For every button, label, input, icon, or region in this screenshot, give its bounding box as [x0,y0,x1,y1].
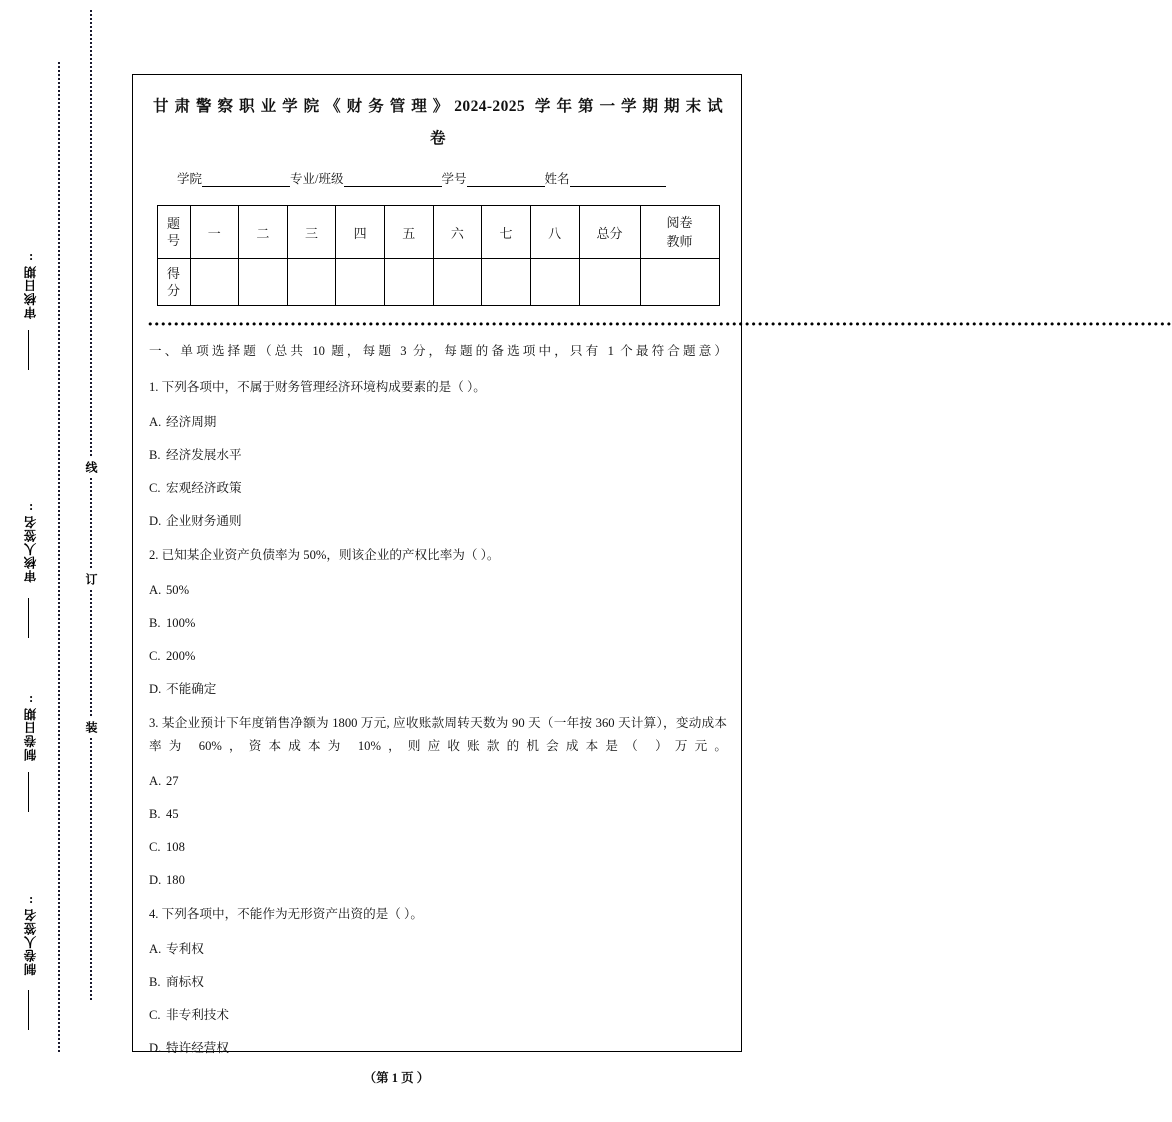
major-class-input[interactable] [344,173,442,187]
question-3-option-a-text: 27 [166,774,179,788]
question-2-option-b-letter: B. [149,616,161,630]
exam-body [147,340,729,1058]
page-inner-content [147,85,1172,1071]
question-4-option-d[interactable] [149,1038,727,1058]
column-header-6: 六 [433,206,482,259]
score-cell-8[interactable] [530,259,579,306]
column-header-grader [640,206,719,259]
question-3-option-c-letter: C. [149,840,161,854]
score-table-header-row [157,206,719,259]
college-label: 学院 [177,172,203,186]
page-footer: （第 1 页 ） [363,1071,430,1085]
score-cell-5[interactable] [385,259,434,306]
question-3-option-b-text: 45 [166,807,179,821]
left-margin [0,0,120,1122]
question-2-option-d[interactable] [149,679,727,699]
question-4-option-b-letter: B. [149,975,161,989]
score-cell-1[interactable] [190,259,239,306]
question-3-stem: 3. 某企业预计下年度销售净额为 1800 万元, 应收账款周转天数为 90 天（一年按 360 天计算），变动成本率为 60%，资本成本为 10%，则应收账款的机会成本是（ ）万元。 [149,716,727,753]
question-4-option-a-text: 专利权 [166,942,204,956]
question-2-option-d-letter: D. [149,682,162,696]
dotted-separator: •••••••••••••••••••••••••••••••••••••••••••••••••••••••••••••••••••••••••••••••••••••••••••••••••••••••••••••••••••••••••••••••••••••••••••••••••••••••••••••• [147,318,1172,331]
page-title [147,85,729,155]
column-header-2: 二 [239,206,288,259]
question-3-option-d-letter: D. [149,873,162,887]
question-4-option-c[interactable] [149,1005,727,1025]
row-label-score-char1: 得 [166,266,180,281]
section-heading-single-choice: 一、单项选择题（总共 10 题，每题 3 分，每题的备选项中，只有 1 个最符合题意） [149,344,727,358]
binding-mark-line: 线 [82,458,100,476]
question-1-option-a[interactable] [149,412,727,432]
column-header-3: 三 [287,206,336,259]
question-2-option-a[interactable] [149,580,727,600]
question-3-option-d[interactable] [149,870,727,890]
student-info-line [147,169,729,187]
score-table [157,205,720,306]
student-id-input[interactable] [467,173,545,187]
student-name-label: 姓名 [544,172,570,186]
column-header-grader-line2: 教师 [666,234,693,249]
score-cell-6[interactable] [433,259,482,306]
score-cell-7[interactable] [482,259,531,306]
column-header-7: 七 [482,206,531,259]
column-header-5: 五 [385,206,434,259]
score-cell-3[interactable] [287,259,336,306]
question-1-option-d-letter: D. [149,514,162,528]
dotted-rule-outer [58,62,60,1052]
score-table-wrapper [157,205,720,306]
question-1-option-c-text: 宏观经济政策 [166,481,242,495]
question-4-option-d-text: 特许经营权 [166,1041,229,1055]
college-input[interactable] [202,173,290,187]
score-cell-4[interactable] [336,259,385,306]
question-2-option-c-letter: C. [149,649,161,663]
question-1-option-b-text: 经济发展水平 [166,448,242,462]
question-3-option-b-letter: B. [149,807,161,821]
column-header-8: 八 [530,206,579,259]
score-cell-total[interactable] [579,259,640,306]
row-label-score-char2: 分 [166,283,180,298]
question-2-option-d-text: 不能确定 [166,682,217,696]
column-header-grader-line1: 阅卷 [666,215,693,230]
question-2-option-b[interactable] [149,613,727,633]
margin-label-auditor-signature: 审核人签名: [24,500,38,583]
question-4-option-c-letter: C. [149,1008,161,1022]
question-4-option-a-letter: A. [149,942,162,956]
row-label-question-number-char1: 题 [166,216,180,231]
question-1-option-a-text: 经济周期 [166,415,217,429]
binding-mark-bind: 装 [82,718,100,736]
question-3-option-d-text: 180 [166,873,185,887]
margin-label-compiler-signature: 制卷人签名: [24,893,38,976]
margin-label-compile-date: 制卷日期: [24,692,38,761]
exam-page-frame [132,74,1172,1055]
page-title-line-2: 卷 [430,130,446,147]
question-4-option-c-text: 非专利技术 [166,1008,229,1022]
margin-rule-compile-date [28,772,29,812]
question-3-option-b[interactable] [149,804,727,824]
question-4-option-d-letter: D. [149,1041,162,1055]
student-name-input[interactable] [570,173,666,187]
question-1-option-d[interactable] [149,511,727,531]
question-2-option-a-text: 50% [166,583,190,597]
column-header-total: 总分 [579,206,640,259]
major-class-label: 专业/班级 [290,172,344,186]
margin-label-audit-date: 审核日期: [24,250,38,319]
question-1-option-b-letter: B. [149,448,161,462]
student-id-label: 学号 [441,172,467,186]
column-header-1: 一 [190,206,239,259]
binding-mark-staple: 订 [82,570,100,588]
question-2-option-b-text: 100% [166,616,196,630]
score-table-score-row [157,259,719,306]
page-title-line-1: 甘肃警察职业学院《财务管理》2024‑2025 学年第一学期期末试 [153,98,723,115]
row-label-score [157,259,190,306]
question-1-option-b[interactable] [149,445,727,465]
row-label-question-number [157,206,190,259]
question-1-option-c[interactable] [149,478,727,498]
question-1-option-d-text: 企业财务通则 [166,514,242,528]
question-2-option-c[interactable] [149,646,727,666]
score-cell-grader[interactable] [640,259,719,306]
column-header-4: 四 [336,206,385,259]
question-4-option-b[interactable] [149,972,727,992]
margin-rule-compiler-signature [28,990,29,1030]
margin-rule-auditor-signature [28,598,29,638]
row-label-question-number-char2: 号 [166,233,180,248]
question-4-option-a[interactable] [149,939,727,959]
question-4-stem: 4. 下列各项中，不能作为无形资产出资的是（ ）。 [149,907,423,921]
question-3-option-c[interactable] [149,837,727,857]
question-3-option-c-text: 108 [166,840,185,854]
question-2-stem: 2. 已知某企业资产负债率为 50%，则该企业的产权比率为（ ）。 [149,548,500,562]
question-1-option-a-letter: A. [149,415,162,429]
question-1-stem: 1. 下列各项中，不属于财务管理经济环境构成要素的是（ ）。 [149,380,486,394]
question-4-option-b-text: 商标权 [166,975,204,989]
score-cell-2[interactable] [239,259,288,306]
question-1-option-c-letter: C. [149,481,161,495]
question-2-option-a-letter: A. [149,583,162,597]
margin-rule-audit-date [28,330,29,370]
question-3-option-a[interactable] [149,771,727,791]
question-3-option-a-letter: A. [149,774,162,788]
question-2-option-c-text: 200% [166,649,196,663]
